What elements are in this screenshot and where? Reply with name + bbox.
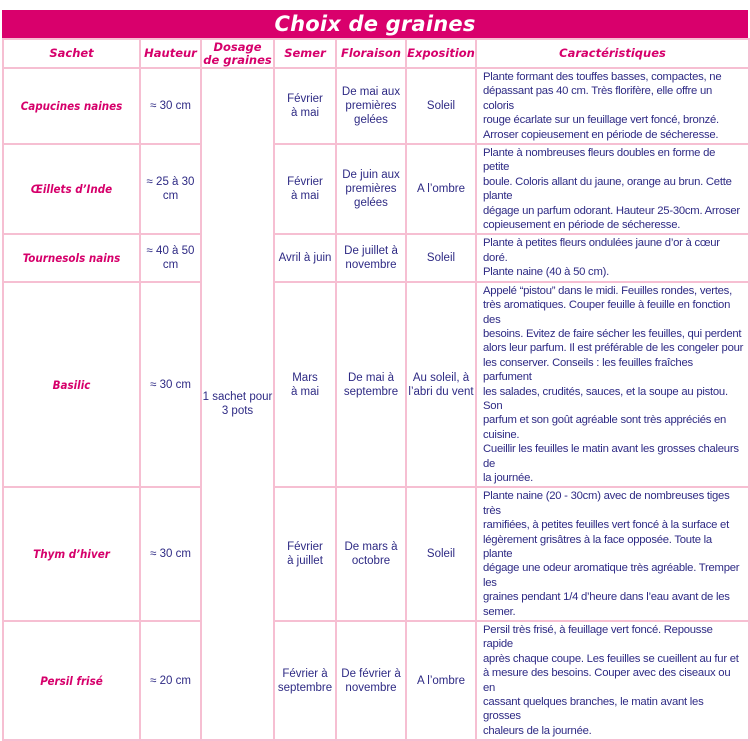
table-row [3,282,749,488]
semer-line: à mai [290,107,320,120]
semer-line: Février [287,93,323,106]
floraison-line: De juin aux [342,169,400,182]
exposition-line: A l’ombre [417,674,465,687]
header-sachet: Sachet [3,39,140,68]
caracteristiques-line: Appelé “pistou” dans le midi. Feuilles rondes, vertes, [483,284,732,297]
cell-hauteur [140,282,201,488]
header-hauteur: Hauteur [140,39,201,68]
floraison-line: De mars à [344,541,398,554]
caracteristiques-line: Plante formant des touffes basses, compactes, ne [483,71,722,83]
header-exposition: Exposition [406,39,476,68]
cell-exposition [406,144,476,234]
caracteristiques-line: dégage une odeur aromatique très agréable. Tremper les [483,562,740,589]
semer-line: à mai [290,190,320,203]
table-row [3,234,749,281]
cell-semer [274,68,336,144]
table-title: Choix de graines [2,10,748,38]
caracteristiques-line: besoins. Evitez de faire sécher les feuilles, qui perdent [483,327,742,340]
floraison-line: novembre [345,681,397,694]
cell-sachet: Persil frisé [3,621,140,740]
cell-caracteristiques [476,487,749,621]
floraison-line: premières [345,183,397,196]
caracteristiques-line: boule. Coloris allant du jaune, orange au brun. Cette plante [483,175,732,203]
cell-hauteur [140,621,201,740]
semer-line: Mars [292,371,318,384]
header-row [3,39,749,68]
header-caracteristiques: Caractéristiques [476,39,749,68]
cell-semer [274,234,336,281]
exposition-line: A l’ombre [417,183,465,196]
cell-floraison [336,621,406,740]
dosage-line2: 3 pots [221,405,254,418]
semer-line: Février à [282,667,328,680]
caracteristiques-line: Arroser copieusement en période de sécheresse. [483,128,719,141]
cell-semer [274,144,336,234]
caracteristiques-line: cassant quelques branches, le matin avant les grosses [483,696,704,723]
seed-table [2,38,750,741]
floraison-line: De février à [341,667,401,680]
cell-semer [274,621,336,740]
hauteur-line: cm [162,259,179,272]
cell-sachet: Basilic [3,282,140,488]
hauteur-line: ≈ 20 cm [150,674,191,687]
cell-floraison [336,282,406,488]
cell-dosage [201,68,274,740]
hauteur-line: ≈ 40 à 50 [146,245,195,258]
cell-hauteur [140,234,201,281]
floraison-line: De mai à [347,371,395,384]
dosage-line1: 1 sachet pour [202,391,273,404]
cell-hauteur [140,487,201,621]
hauteur-line: ≈ 30 cm [150,100,191,113]
cell-hauteur [140,68,201,144]
caracteristiques-line: Plante naine (40 à 50 cm). [483,266,610,279]
cell-hauteur [140,144,201,234]
cell-caracteristiques [476,144,749,234]
cell-floraison [336,234,406,281]
caracteristiques-line: les conserver. Conseils : les feuilles fraîches parfument [483,356,693,384]
caracteristiques-line: graines pendant 1/4 d’heure dans l’eau avant de les semer. [483,591,730,618]
cell-caracteristiques [476,282,749,488]
caracteristiques-line: dégage un parfum odorant. Hauteur 25-30cm. Arroser [483,204,740,217]
caracteristiques-line: après chaque coupe. Les feuilles se cueillent au fur et [483,652,739,665]
semer-line: Avril à juin [278,252,332,265]
floraison-line: premières [345,100,397,113]
caracteristiques-line: très aromatiques. Couper feuille à feuille en fonction des [483,299,731,326]
caracteristiques-line: dépassant pas 40 cm. Très florifère, elle offre un coloris [483,85,713,112]
cell-sachet: Capucines naines [3,68,140,144]
semer-line: septembre [277,681,333,694]
cell-floraison [336,487,406,621]
semer-line: à juillet [287,555,323,568]
cell-exposition [406,282,476,488]
header-semer: Semer [274,39,336,68]
exposition-line: Soleil [426,100,456,113]
hauteur-line: ≈ 30 cm [150,378,191,391]
cell-sachet: Thym d’hiver [3,487,140,621]
exposition-line: Soleil [426,548,456,561]
header-floraison: Floraison [336,39,406,68]
cell-floraison [336,144,406,234]
caracteristiques-line: légèrement grisâtres à la face opposée. Toute la plante [483,533,712,560]
header-dosage-line2: de graines [203,52,272,67]
semer-line: Février [287,541,323,554]
cell-caracteristiques [476,68,749,144]
hauteur-line: ≈ 25 à 30 [146,176,195,189]
seed-table-document [2,10,748,741]
cell-semer [274,487,336,621]
floraison-line: octobre [351,555,391,568]
caracteristiques-line: la journée. [483,471,534,484]
semer-line: à mai [290,385,320,398]
table-row [3,144,749,234]
floraison-line: De mai aux [341,86,401,99]
cell-semer [274,282,336,488]
hauteur-line: cm [162,190,179,203]
caracteristiques-line: Cueillir les feuilles le matin avant les grosses chaleurs de [483,443,739,470]
table-row [3,487,749,621]
exposition-line: Soleil [426,252,456,265]
caracteristiques-line: rouge écarlate sur un feuillage vert foncé, bronzé. [483,114,719,127]
header-dosage [201,39,274,68]
caracteristiques-line: alors leur parfum. Il est préférable de les congeler pour [483,342,744,355]
caracteristiques-line: Plante à petites fleurs ondulées jaune d’or à cœur doré. [483,237,720,264]
caracteristiques-line: Plante naine (20 - 30cm) avec de nombreuses tiges très [483,490,730,517]
hauteur-line: ≈ 30 cm [150,548,191,561]
floraison-line: novembre [345,259,397,272]
cell-sachet: Œillets d’Inde [3,144,140,234]
cell-caracteristiques [476,234,749,281]
cell-sachet: Tournesols nains [3,234,140,281]
caracteristiques-line: ramifiées, à petites feuilles vert foncé à la surface et [483,519,729,532]
floraison-line: gelées [354,197,388,210]
floraison-line: gelées [354,114,388,127]
caracteristiques-line: à mesure des besoins. Couper avec des ciseaux ou en [483,667,731,694]
header-dosage-line1: Dosage [213,39,262,54]
caracteristiques-line: chaleurs de la journée. [483,724,592,737]
cell-exposition [406,68,476,144]
semer-line: Février [287,176,323,189]
caracteristiques-line: parfum et son goût agréable sont très appréciés en cuisine. [483,414,727,441]
exposition-line: Au soleil, à [412,371,470,384]
table-row [3,68,749,144]
exposition-line: l’abri du vent [408,385,474,398]
floraison-line: septembre [343,385,399,398]
cell-exposition [406,487,476,621]
floraison-line: De juillet à [344,245,398,258]
caracteristiques-line: les salades, crudités, sauces, et la soupe au pistou. Son [483,385,728,412]
cell-exposition [406,621,476,740]
caracteristiques-line: Plante à nombreuses fleurs doubles en forme de petite [483,147,716,174]
caracteristiques-line: Persil très frisé, à feuillage vert foncé. Repousse rapide [483,624,713,651]
caracteristiques-line: copieusement en période de sécheresse. [483,219,681,232]
cell-floraison [336,68,406,144]
cell-exposition [406,234,476,281]
table-row [3,621,749,740]
cell-caracteristiques [476,621,749,740]
